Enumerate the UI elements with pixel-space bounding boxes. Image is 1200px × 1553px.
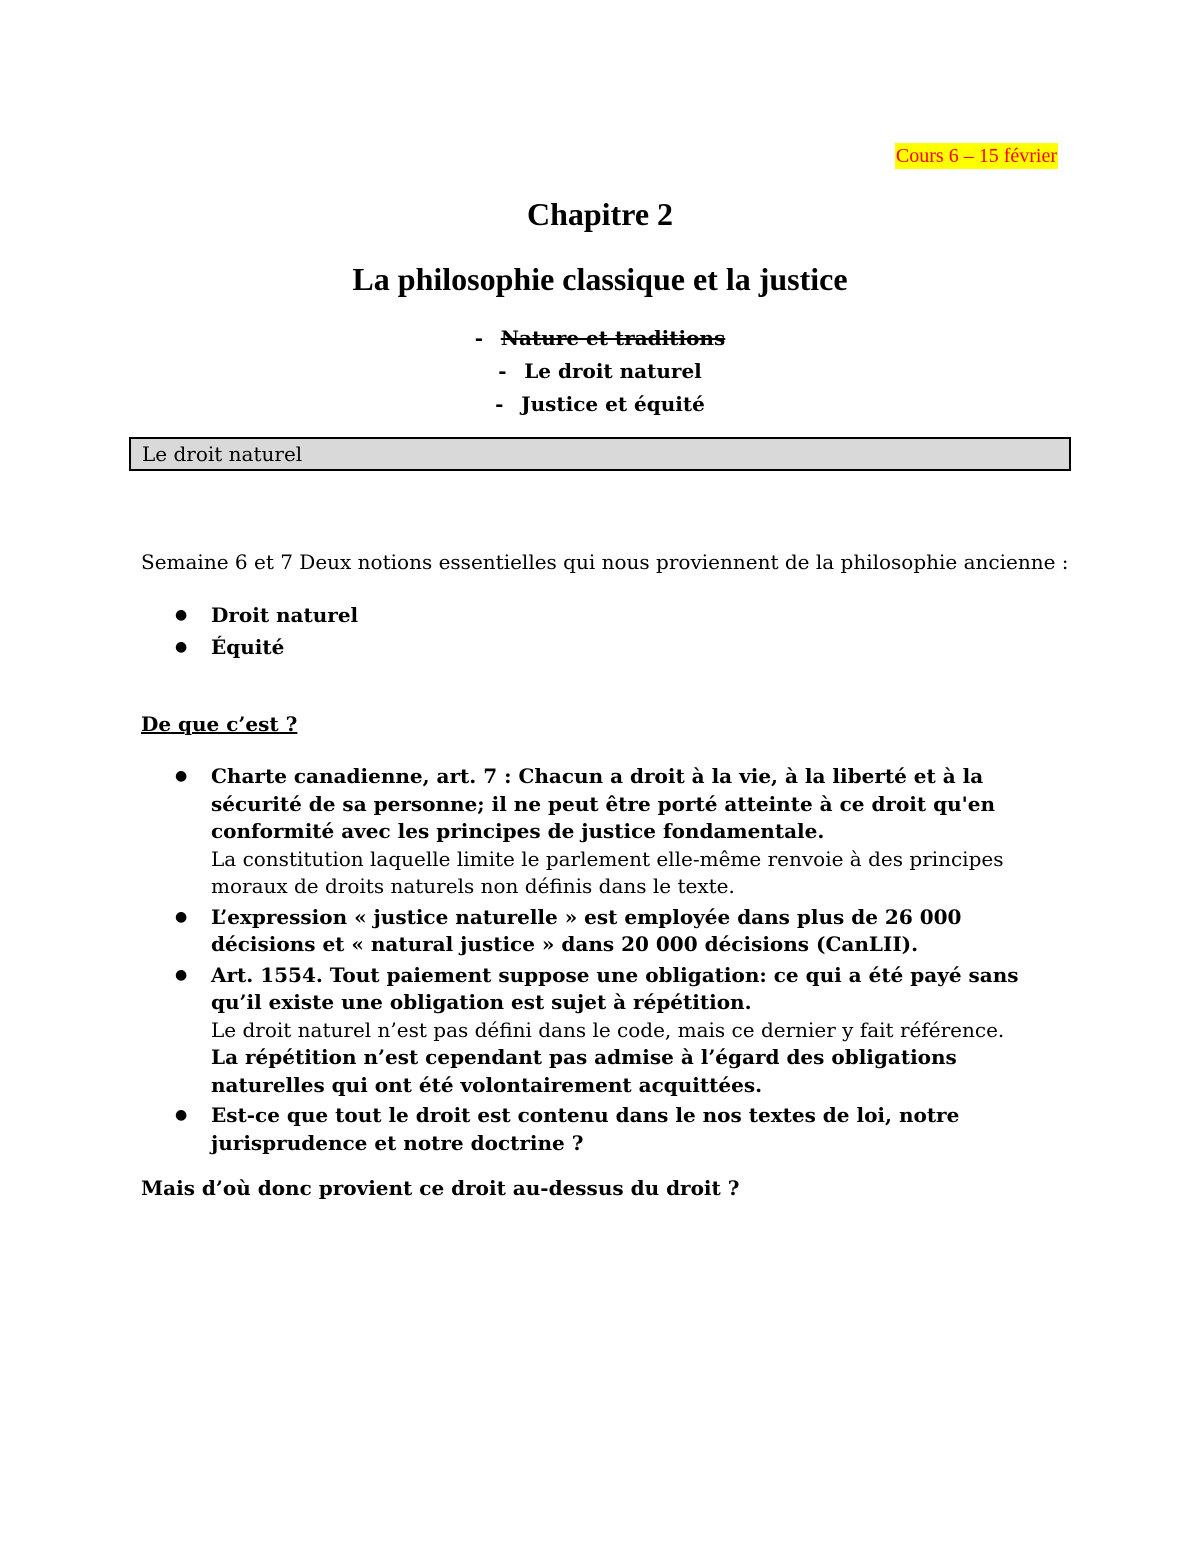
question-item: ● Est-ce que tout le droit est contenu dans le nos textes de loi, notre jurisprudence et notre doctrine ? bbox=[211, 1103, 960, 1155]
intro-paragraph: Semaine 6 et 7 Deux notions essentielles qui nous proviennent de la philosophie ancienne : bbox=[141, 550, 1069, 574]
outline-item-nature bbox=[0, 324, 1200, 357]
outline-item-label: Le droit naturel bbox=[524, 359, 702, 383]
outline-item-justice bbox=[0, 390, 1200, 423]
list-item bbox=[141, 904, 1066, 959]
list-item bbox=[141, 962, 1066, 1100]
chapter-subtitle: La philosophie classique et la justice bbox=[352, 261, 848, 297]
outline-dash: - bbox=[495, 392, 504, 416]
question-heading: De que c’est ? bbox=[141, 712, 298, 736]
list-item: ● Droit naturel bbox=[141, 600, 358, 632]
section-heading-box bbox=[129, 437, 1071, 471]
outline-item-droit-naturel bbox=[0, 357, 1200, 390]
outline-dash: - bbox=[474, 326, 484, 350]
outline-item-label: Nature et traditions bbox=[500, 326, 726, 350]
outline-item-label: Justice et équité bbox=[521, 392, 705, 416]
outline-dash: - bbox=[498, 359, 507, 383]
list-item bbox=[141, 1102, 1066, 1157]
list-item: ● Équité bbox=[141, 632, 358, 664]
notions-list bbox=[141, 600, 358, 664]
article-1554-note: Le droit naturel n’est pas défini dans le code, mais ce dernier y fait référence. bbox=[211, 1017, 1005, 1042]
course-date-tag: Cours 6 – 15 février bbox=[895, 145, 1057, 167]
chapter-title: Chapitre 2 bbox=[526, 196, 674, 232]
details-list bbox=[141, 763, 1066, 1160]
charter-note: La constitution laquelle limite le parlement elle-même renvoie à des principes moraux de droits naturels non définis dans le texte. bbox=[211, 846, 1004, 898]
list-item bbox=[141, 763, 1066, 901]
article-1554-quote: ● Art. 1554. Tout paiement suppose une obligation: ce qui a été payé sans qu’il existe une obligation est sujet à répétition. bbox=[211, 962, 1019, 1014]
article-1554-continuation: La répétition n’est cependant pas admise à l’égard des obligations naturelles qui ont été volontairement acquittées. bbox=[211, 1045, 957, 1097]
chapter-outline bbox=[0, 324, 1200, 423]
charter-quote: ● Charte canadienne, art. 7 : Chacun a droit à la vie, à la liberté et à la sécurité de sa personne; il ne peut être porté atteinte à ce droit qu'en conformité avec les principes de justice fondamentale. bbox=[211, 764, 996, 843]
section-heading: Le droit naturel bbox=[142, 442, 303, 466]
canlii-statement: ● L’expression « justice naturelle » est employée dans plus de 26 000 décisions et « natural justice » dans 20 000 décisions (CanLII). bbox=[211, 904, 962, 956]
closing-question: Mais d’où donc provient ce droit au-dessus du droit ? bbox=[141, 1176, 740, 1200]
